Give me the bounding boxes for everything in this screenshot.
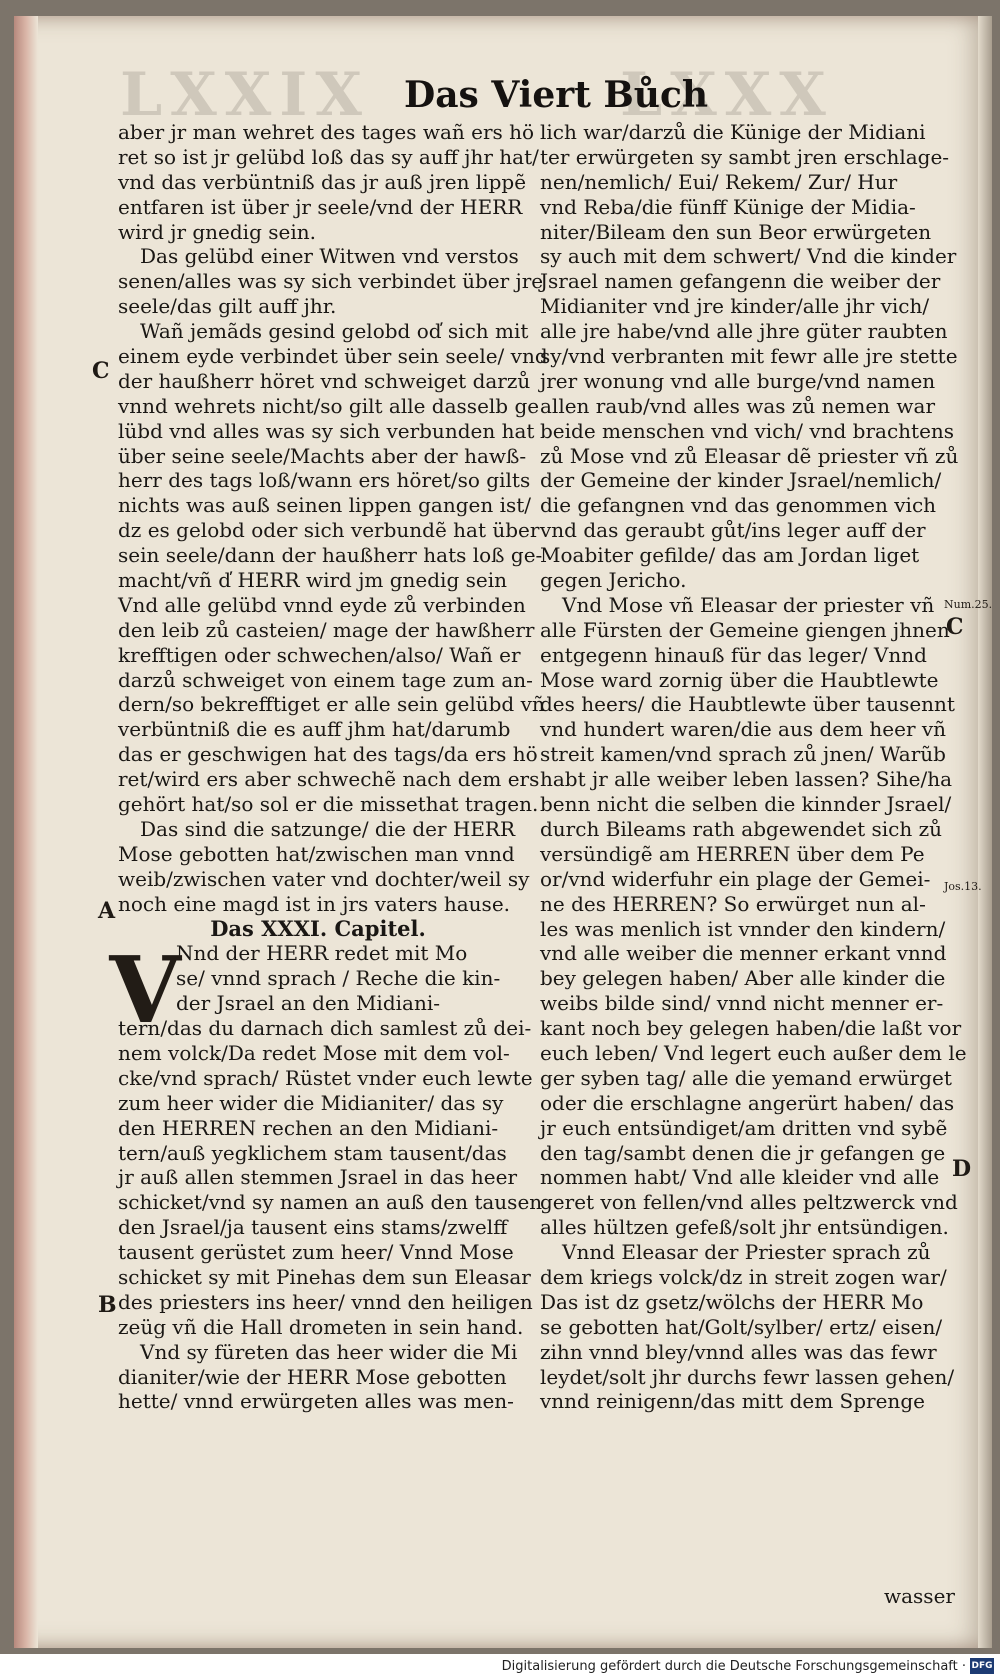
text-line: vnd hundert waren/die aus dem heer vñ — [540, 717, 947, 742]
text-line: sein seele/dann der haußherr hats loß ge- — [118, 543, 543, 568]
text-line: die gefangnen vnd das genommen vich — [540, 493, 937, 518]
text-line: schicket/vnd sy namen an auß den tausen — [118, 1190, 543, 1215]
text-line: aber jr man wehret des tages wañ ers hö — [118, 120, 535, 144]
text-line: kant noch bey gelegen haben/die laßt vor — [540, 1016, 962, 1041]
text-line: Jsrael namen gefangenn die weiber der — [540, 269, 941, 294]
text-line: ret so ist jr gelübd loß das sy auff jhr hat/ — [118, 144, 539, 169]
text-line: den tag/sambt denen die jr gefangen ge — [540, 1140, 946, 1165]
text-line: vnd Reba/die fünff Künige der Midia- — [540, 194, 916, 219]
text-line: krefftigen oder schwechen/also/ Wañ er — [118, 642, 521, 667]
text-line: Das gelübd einer Witwen vnd verstos — [140, 244, 519, 269]
text-line: dem kriegs volck/dz in streit zogen war/ — [540, 1264, 947, 1289]
text-line: or/vnd widerfuhr ein plage der Gemei- — [540, 866, 931, 891]
text-line: schicket sy mit Pinehas dem sun Eleasar — [118, 1264, 531, 1289]
text-line: zů Mose vnd zů Eleasar dẽ priester vñ zů — [540, 443, 959, 468]
text-line: streit kamen/vnd sprach zů jnen/ Warũb — [540, 742, 946, 767]
text-line: alle jre habe/vnd alle jhre güter raubten — [540, 319, 948, 344]
text-line: Mose gebotten hat/zwischen man vnnd — [118, 841, 515, 866]
text-line: dz es gelobd oder sich verbundẽ hat über — [118, 518, 540, 543]
text-line: alle Fürsten der Gemeine giengen jhnen — [540, 617, 950, 642]
text-line: das er geschwigen hat des tags/da ers hö — [118, 742, 538, 767]
text-line: nem volck/Da redet Mose mit dem vol- — [118, 1040, 510, 1065]
dfg-logo: DFG — [970, 1658, 994, 1674]
text-line: wird jr gnedig sein. — [118, 219, 316, 244]
show-through-text-right: LXXX — [620, 60, 834, 130]
text-line: bey gelegen haben/ Aber alle kinder die — [540, 966, 946, 991]
text-line: des priesters ins heer/ vnnd den heiligen — [118, 1289, 533, 1314]
text-line: macht/vñ d̕ HERR wird jm gnedig sein — [118, 568, 507, 593]
chapter-heading: Das XXXI. Capitel. — [210, 915, 426, 941]
text-line: Vnd sy füreten das heer wider die Mi — [140, 1339, 518, 1364]
text-line: dianiter/wie der HERR Mose gebotten — [118, 1364, 507, 1389]
text-line: geret von fellen/vnd alles peltzwerck vnd — [540, 1190, 958, 1215]
text-line: einem eyde verbindet über sein seele/ vnd — [118, 344, 548, 369]
text-line: Moabiter gefilde/ das am Jordan liget — [540, 543, 920, 568]
text-line: zihn vnnd bley/vnnd alles was das fewr — [540, 1339, 937, 1364]
text-line: senen/alles was sy sich verbindet über jre — [118, 269, 544, 294]
text-line: den leib zů casteien/ mage der hawßherr — [118, 617, 535, 642]
text-line: cke/vnd sprach/ Rüstet vnder euch lewte — [118, 1065, 533, 1090]
text-line: niter/Bileam den sun Beor erwürgeten — [540, 219, 932, 244]
text-line: noch eine magd ist in jrs vaters hause. — [118, 891, 511, 916]
margin-note-num: Num.25. — [944, 598, 993, 611]
text-line: ret/wird ers aber schwechẽ nach dem ers — [118, 767, 540, 792]
text-line: euch leben/ Vnd legert euch außer dem le — [540, 1040, 967, 1065]
margin-note-jos: Jos.13. — [944, 880, 982, 893]
text-line: zeüg vñ die Hall drometen in sein hand. — [118, 1314, 524, 1339]
text-line: gegen Jericho. — [540, 568, 687, 593]
text-line: durch Bileams rath abgewendet sich zů — [540, 816, 943, 841]
text-line: der haußherr höret vnd schweiget darzů — [118, 368, 531, 393]
text-line: vnnd reinigenn/das mitt dem Sprenge — [540, 1389, 925, 1414]
text-line: entgegenn hinauß für das leger/ Vnnd — [540, 642, 927, 667]
text-line: vnd das verbüntniß das jr auß jren lippẽ — [118, 169, 527, 194]
text-line: gehört hat/so sol er die missethat tragen. — [118, 792, 539, 817]
text-line: allen raub/vnd alles was zů nemen war — [540, 393, 936, 418]
text-line: vnd das geraubt gůt/ins leger auff der — [540, 518, 926, 543]
text-line: nommen habt/ Vnd alle kleider vnd alle — [540, 1165, 940, 1190]
footer-bar — [0, 1654, 1000, 1680]
text-line: darzů schweiget von einem tage zum an- — [118, 667, 533, 692]
text-line: Midianiter vnd jre kinder/alle jhr vich/ — [540, 294, 930, 319]
text-line: se/ vnnd sprach / Reche die kin- — [176, 966, 501, 991]
text-line: oder die erschlagne angerürt haben/ das — [540, 1090, 955, 1115]
text-line: vnnd wehrets nicht/so gilt alle dasselb ge — [118, 393, 540, 418]
text-line: Das ist dz gsetz/wölchs der HERR Mo — [540, 1289, 924, 1314]
text-line: ne des HERREN? So erwürget nun al- — [540, 891, 926, 916]
text-line: vnd alle weiber die menner erkant vnnd — [540, 941, 947, 966]
text-line: nichts was auß seinen lippen gangen ist/ — [118, 493, 532, 518]
text-line: tern/auß yegklichem stam tausent/das — [118, 1140, 507, 1165]
text-line: weibs bilde sind/ vnnd nicht menner er- — [540, 991, 944, 1016]
catchword: wasser — [884, 1584, 955, 1608]
text-line: sy/vnd verbranten mit fewr alle jre stette — [540, 344, 958, 369]
text-line: Vnnd Eleasar der Priester sprach zů — [562, 1240, 931, 1265]
text-line: se gebotten hat/Golt/sylber/ ertz/ eisen/ — [540, 1314, 943, 1339]
text-line: seele/das gilt auff jhr. — [118, 294, 337, 319]
margin-mark-b: B — [98, 1292, 117, 1318]
funding-note: Digitalisierung gefördert durch die Deutsche Forschungsgemeinschaft · — [501, 1659, 966, 1674]
margin-mark-d: D — [952, 1156, 972, 1182]
text-line: entfaren ist über jr seele/vnd der HERR — [118, 194, 523, 219]
text-line: jr auß allen stemmen Jsrael in das heer — [118, 1165, 518, 1190]
decorated-initial: V — [109, 935, 181, 1044]
text-line: zum heer wider die Midianiter/ das sy — [118, 1090, 504, 1115]
text-line: den Jsrael/ja tausent eins stams/zwelff — [118, 1215, 508, 1240]
text-line: benn nicht die selben die kinnder Jsrael/ — [540, 792, 952, 817]
text-line: beide menschen vnd vich/ vnd brachtens — [540, 418, 955, 443]
text-line: des heers/ die Haubtlewte über tausennt — [540, 692, 955, 717]
text-line: über seine seele/Machts aber der hawß- — [118, 443, 527, 468]
text-line: Nnd der HERR redet mit Mo — [176, 941, 468, 966]
text-line: Wañ jemãds gesind gelobd od̕ sich mit — [140, 319, 529, 344]
text-line: lübd vnd alles was sy sich verbunden hat — [118, 418, 535, 443]
text-line: tern/das du darnach dich samlest zů dei- — [118, 1016, 532, 1041]
text-line: ter erwürgeten sy sambt jren erschlage- — [540, 144, 950, 169]
text-line: alles hültzen gefeß/solt jhr entsündigen. — [540, 1215, 949, 1240]
margin-mark-a: A — [98, 898, 116, 924]
text-line: Vnd Mose vñ Eleasar der priester vñ — [562, 592, 935, 617]
text-line: hette/ vnnd erwürgeten alles was men- — [118, 1389, 514, 1414]
text-line: herr des tags loß/wann ers höret/so gilts — [118, 468, 531, 493]
text-line: dern/so bekrefftiget er alle sein gelübd vñ — [118, 692, 545, 717]
text-line: jrer wonung vnd alle burge/vnd namen — [540, 368, 936, 393]
text-line: den HERREN rechen an den Midiani- — [118, 1115, 499, 1140]
text-line: nen/nemlich/ Eui/ Rekem/ Zur/ Hur — [540, 169, 898, 194]
left-text-column — [109, 120, 548, 1414]
text-line: leydet/solt jhr durchs fewr lassen gehen/ — [540, 1364, 955, 1389]
margin-mark-c-left: C — [92, 358, 110, 384]
text-line: der Gemeine der kinder Jsrael/nemlich/ — [540, 468, 942, 493]
text-line: Das sind die satzunge/ die der HERR — [140, 816, 516, 841]
text-line: weib/zwischen vater vnd dochter/weil sy — [118, 866, 530, 891]
text-line: sy auch mit dem schwert/ Vnd die kinder — [540, 244, 957, 269]
text-line: jr euch entsündiget/am dritten vnd sybẽ — [540, 1115, 948, 1140]
text-line: lich war/darzů die Künige der Midiani — [540, 120, 926, 144]
text-line: Mose ward zornig über die Haubtlewte — [540, 667, 939, 692]
page-edge — [978, 16, 992, 1648]
text-line: verbüntniß die es auff jhm hat/darumb — [118, 717, 511, 742]
text-line: habt jr alle weiber leben lassen? Sihe/ha — [540, 767, 953, 792]
text-line: der Jsrael an den Midiani- — [176, 991, 440, 1016]
show-through-text-left: LXXIX — [120, 60, 370, 130]
text-line: ger syben tag/ alle die yemand erwürget — [540, 1065, 952, 1090]
text-line: versündigẽ am HERREN über dem Pe — [540, 841, 925, 866]
text-line: tausent gerüstet zum heer/ Vnnd Mose — [118, 1240, 514, 1265]
text-line: les was menlich ist vnnder den kindern/ — [540, 916, 946, 941]
margin-mark-c-right: C — [946, 614, 964, 640]
page-gutter-shadow — [14, 16, 38, 1648]
running-head: Das Viert Bůch — [404, 74, 709, 116]
text-line: Vnd alle gelübd vnnd eyde zů verbinden — [118, 592, 526, 617]
